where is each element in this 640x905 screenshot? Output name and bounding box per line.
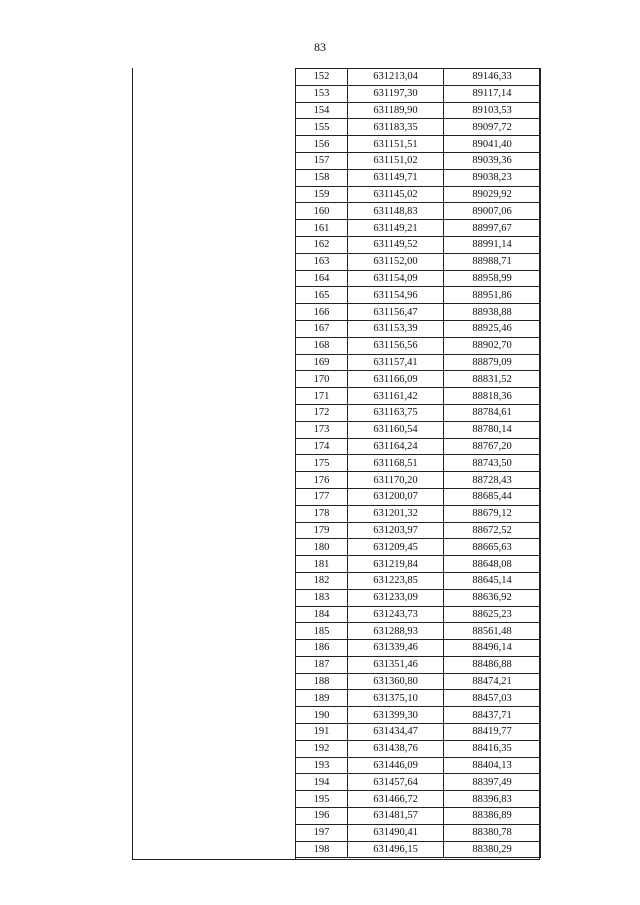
table-row — [296, 572, 541, 589]
point-number-cell: 195 — [296, 791, 348, 808]
table-row — [296, 757, 541, 774]
point-number-cell: 191 — [296, 724, 348, 741]
point-number-cell: 160 — [296, 203, 348, 220]
y-coordinate-cell: 88648,08 — [444, 556, 541, 573]
y-coordinate-cell: 88416,35 — [444, 740, 541, 757]
x-coordinate-cell: 631351,46 — [348, 656, 444, 673]
point-number-cell: 184 — [296, 606, 348, 623]
point-number-cell: 186 — [296, 640, 348, 657]
x-coordinate-cell: 631197,30 — [348, 85, 444, 102]
y-coordinate-cell: 89146,33 — [444, 69, 541, 86]
point-number-cell: 163 — [296, 253, 348, 270]
x-coordinate-cell: 631164,24 — [348, 438, 444, 455]
y-coordinate-cell: 88780,14 — [444, 421, 541, 438]
y-coordinate-cell: 88419,77 — [444, 724, 541, 741]
y-coordinate-cell: 88988,71 — [444, 253, 541, 270]
point-number-cell: 180 — [296, 539, 348, 556]
x-coordinate-cell: 631154,96 — [348, 287, 444, 304]
point-number-cell: 157 — [296, 152, 348, 169]
table-row — [296, 354, 541, 371]
x-coordinate-cell: 631156,56 — [348, 337, 444, 354]
y-coordinate-cell: 88386,89 — [444, 808, 541, 825]
point-number-cell: 164 — [296, 270, 348, 287]
point-number-cell: 196 — [296, 808, 348, 825]
x-coordinate-cell: 631496,15 — [348, 841, 444, 858]
point-number-cell: 155 — [296, 119, 348, 136]
x-coordinate-cell: 631457,64 — [348, 774, 444, 791]
y-coordinate-cell: 88404,13 — [444, 757, 541, 774]
y-coordinate-cell: 88397,49 — [444, 774, 541, 791]
point-number-cell: 171 — [296, 388, 348, 405]
table-row — [296, 388, 541, 405]
table-row — [296, 656, 541, 673]
x-coordinate-cell: 631203,97 — [348, 522, 444, 539]
table-row — [296, 404, 541, 421]
point-number-cell: 166 — [296, 304, 348, 321]
table-row — [296, 236, 541, 253]
y-coordinate-cell: 88561,48 — [444, 623, 541, 640]
table-row — [296, 371, 541, 388]
y-coordinate-cell: 88685,44 — [444, 488, 541, 505]
y-coordinate-cell: 88457,03 — [444, 690, 541, 707]
x-coordinate-cell: 631152,00 — [348, 253, 444, 270]
point-number-cell: 156 — [296, 136, 348, 153]
point-number-cell: 169 — [296, 354, 348, 371]
y-coordinate-cell: 88672,52 — [444, 522, 541, 539]
table-row — [296, 791, 541, 808]
x-coordinate-cell: 631233,09 — [348, 589, 444, 606]
x-coordinate-cell: 631151,51 — [348, 136, 444, 153]
y-coordinate-cell: 88743,50 — [444, 455, 541, 472]
y-coordinate-cell: 88991,14 — [444, 236, 541, 253]
y-coordinate-cell: 89117,14 — [444, 85, 541, 102]
point-number-cell: 158 — [296, 169, 348, 186]
y-coordinate-cell: 88902,70 — [444, 337, 541, 354]
y-coordinate-cell: 88437,71 — [444, 707, 541, 724]
table-row — [296, 270, 541, 287]
point-number-cell: 182 — [296, 572, 348, 589]
table-row — [296, 169, 541, 186]
x-coordinate-cell: 631201,32 — [348, 505, 444, 522]
y-coordinate-cell: 88679,12 — [444, 505, 541, 522]
y-coordinate-cell: 88767,20 — [444, 438, 541, 455]
point-number-cell: 176 — [296, 472, 348, 489]
y-coordinate-cell: 88380,78 — [444, 824, 541, 841]
y-coordinate-cell: 89007,06 — [444, 203, 541, 220]
y-coordinate-cell: 88938,88 — [444, 304, 541, 321]
y-coordinate-cell: 88645,14 — [444, 572, 541, 589]
table-row — [296, 539, 541, 556]
table-row — [296, 304, 541, 321]
table-row — [296, 220, 541, 237]
table-row — [296, 589, 541, 606]
x-coordinate-cell: 631375,10 — [348, 690, 444, 707]
y-coordinate-cell: 88879,09 — [444, 354, 541, 371]
x-coordinate-cell: 631156,47 — [348, 304, 444, 321]
x-coordinate-cell: 631168,51 — [348, 455, 444, 472]
table-row — [296, 69, 541, 86]
table-row — [296, 337, 541, 354]
y-coordinate-cell: 88958,99 — [444, 270, 541, 287]
x-coordinate-cell: 631166,09 — [348, 371, 444, 388]
table-row — [296, 690, 541, 707]
x-coordinate-cell: 631170,20 — [348, 472, 444, 489]
table-row — [296, 152, 541, 169]
y-coordinate-cell: 88728,43 — [444, 472, 541, 489]
x-coordinate-cell: 631219,84 — [348, 556, 444, 573]
x-coordinate-cell: 631153,39 — [348, 320, 444, 337]
x-coordinate-cell: 631434,47 — [348, 724, 444, 741]
point-number-cell: 190 — [296, 707, 348, 724]
table-row — [296, 623, 541, 640]
table-row — [296, 203, 541, 220]
point-number-cell: 161 — [296, 220, 348, 237]
table-row — [296, 320, 541, 337]
x-coordinate-cell: 631466,72 — [348, 791, 444, 808]
point-number-cell: 175 — [296, 455, 348, 472]
point-number-cell: 178 — [296, 505, 348, 522]
x-coordinate-cell: 631360,80 — [348, 673, 444, 690]
point-number-cell: 165 — [296, 287, 348, 304]
point-number-cell: 197 — [296, 824, 348, 841]
x-coordinate-cell: 631163,75 — [348, 404, 444, 421]
point-number-cell: 185 — [296, 623, 348, 640]
x-coordinate-cell: 631154,09 — [348, 270, 444, 287]
x-coordinate-cell: 631223,85 — [348, 572, 444, 589]
table-row — [296, 505, 541, 522]
table-row — [296, 724, 541, 741]
table-row — [296, 119, 541, 136]
point-number-cell: 198 — [296, 841, 348, 858]
y-coordinate-cell: 88474,21 — [444, 673, 541, 690]
x-coordinate-cell: 631209,45 — [348, 539, 444, 556]
point-number-cell: 154 — [296, 102, 348, 119]
point-number-cell: 192 — [296, 740, 348, 757]
table-row — [296, 707, 541, 724]
y-coordinate-cell: 88625,23 — [444, 606, 541, 623]
point-number-cell: 168 — [296, 337, 348, 354]
x-coordinate-cell: 631490,41 — [348, 824, 444, 841]
point-number-cell: 194 — [296, 774, 348, 791]
x-coordinate-cell: 631183,35 — [348, 119, 444, 136]
point-number-cell: 172 — [296, 404, 348, 421]
table-row — [296, 102, 541, 119]
x-coordinate-cell: 631160,54 — [348, 421, 444, 438]
table-row — [296, 287, 541, 304]
point-number-cell: 167 — [296, 320, 348, 337]
table-row — [296, 186, 541, 203]
page-number: 83 — [314, 40, 326, 54]
x-coordinate-cell: 631161,42 — [348, 388, 444, 405]
point-number-cell: 162 — [296, 236, 348, 253]
point-number-cell: 183 — [296, 589, 348, 606]
table-row — [296, 85, 541, 102]
point-number-cell: 177 — [296, 488, 348, 505]
point-number-cell: 170 — [296, 371, 348, 388]
y-coordinate-cell: 88951,86 — [444, 287, 541, 304]
table-row — [296, 455, 541, 472]
point-number-cell: 188 — [296, 673, 348, 690]
table-row — [296, 673, 541, 690]
y-coordinate-cell: 89097,72 — [444, 119, 541, 136]
x-coordinate-cell: 631149,71 — [348, 169, 444, 186]
x-coordinate-cell: 631145,02 — [348, 186, 444, 203]
table-row — [296, 136, 541, 153]
y-coordinate-cell: 88496,14 — [444, 640, 541, 657]
point-number-cell: 153 — [296, 85, 348, 102]
x-coordinate-cell: 631213,04 — [348, 69, 444, 86]
point-number-cell: 179 — [296, 522, 348, 539]
coordinates-table-body — [296, 69, 541, 858]
table-row — [296, 253, 541, 270]
point-number-cell: 159 — [296, 186, 348, 203]
y-coordinate-cell: 88925,46 — [444, 320, 541, 337]
coordinates-table — [295, 68, 541, 858]
table-row — [296, 808, 541, 825]
table-row — [296, 556, 541, 573]
y-coordinate-cell: 88380,29 — [444, 841, 541, 858]
y-coordinate-cell: 88486,88 — [444, 656, 541, 673]
x-coordinate-cell: 631243,73 — [348, 606, 444, 623]
y-coordinate-cell: 88665,63 — [444, 539, 541, 556]
point-number-cell: 193 — [296, 757, 348, 774]
table-row — [296, 740, 541, 757]
table-row — [296, 640, 541, 657]
x-coordinate-cell: 631157,41 — [348, 354, 444, 371]
y-coordinate-cell: 88997,67 — [444, 220, 541, 237]
y-coordinate-cell: 88636,92 — [444, 589, 541, 606]
table-row — [296, 774, 541, 791]
point-number-cell: 152 — [296, 69, 348, 86]
x-coordinate-cell: 631149,52 — [348, 236, 444, 253]
y-coordinate-cell: 88831,52 — [444, 371, 541, 388]
table-row — [296, 421, 541, 438]
x-coordinate-cell: 631151,02 — [348, 152, 444, 169]
table-row — [296, 488, 541, 505]
x-coordinate-cell: 631189,90 — [348, 102, 444, 119]
y-coordinate-cell: 88784,61 — [444, 404, 541, 421]
point-number-cell: 187 — [296, 656, 348, 673]
table-row — [296, 438, 541, 455]
table-row — [296, 824, 541, 841]
x-coordinate-cell: 631148,83 — [348, 203, 444, 220]
point-number-cell: 174 — [296, 438, 348, 455]
point-number-cell: 189 — [296, 690, 348, 707]
table-row — [296, 522, 541, 539]
x-coordinate-cell: 631200,07 — [348, 488, 444, 505]
y-coordinate-cell: 89103,53 — [444, 102, 541, 119]
y-coordinate-cell: 88818,36 — [444, 388, 541, 405]
y-coordinate-cell: 89041,40 — [444, 136, 541, 153]
point-number-cell: 181 — [296, 556, 348, 573]
x-coordinate-cell: 631481,57 — [348, 808, 444, 825]
x-coordinate-cell: 631399,30 — [348, 707, 444, 724]
table-row — [296, 472, 541, 489]
x-coordinate-cell: 631438,76 — [348, 740, 444, 757]
x-coordinate-cell: 631339,46 — [348, 640, 444, 657]
y-coordinate-cell: 89039,36 — [444, 152, 541, 169]
x-coordinate-cell: 631288,93 — [348, 623, 444, 640]
table-row — [296, 841, 541, 858]
point-number-cell: 173 — [296, 421, 348, 438]
y-coordinate-cell: 89029,92 — [444, 186, 541, 203]
x-coordinate-cell: 631149,21 — [348, 220, 444, 237]
y-coordinate-cell: 88396,83 — [444, 791, 541, 808]
table-row — [296, 606, 541, 623]
x-coordinate-cell: 631446,09 — [348, 757, 444, 774]
y-coordinate-cell: 89038,23 — [444, 169, 541, 186]
